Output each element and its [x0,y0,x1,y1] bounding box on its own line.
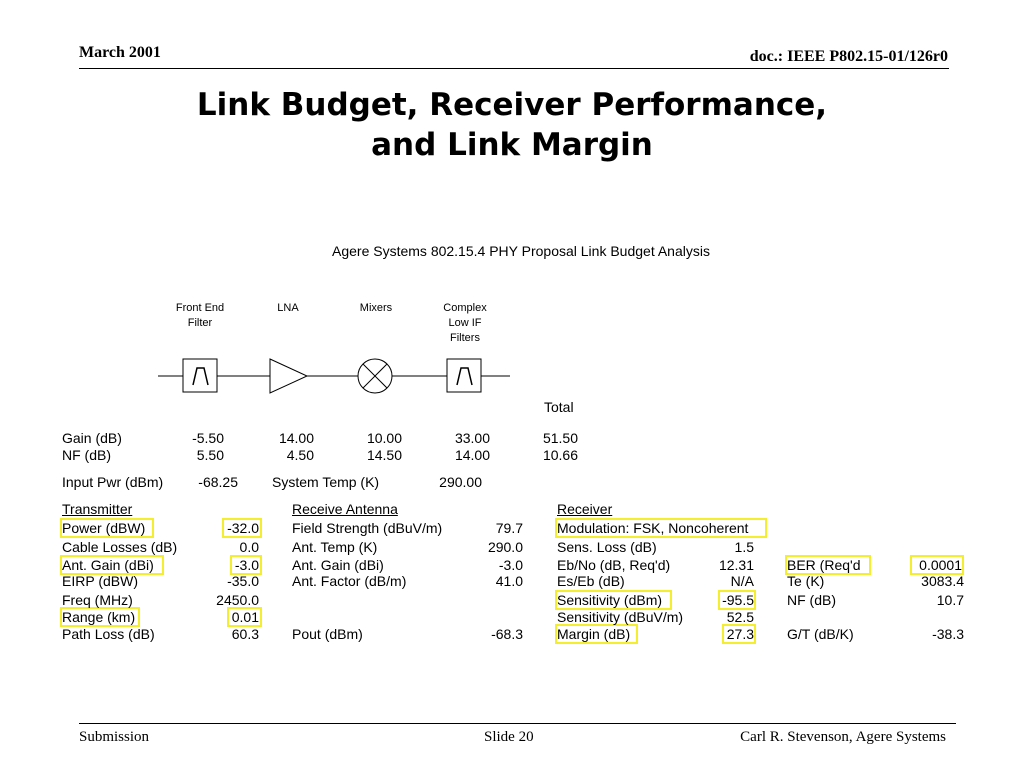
rx-label: Sens. Loss (dB) [557,539,657,555]
gain-lna: 14.00 [278,430,314,446]
rx-ant-label: Ant. Gain (dBi) [292,557,384,573]
header-doc-id: doc.: IEEE P802.15-01/126r0 [749,48,948,65]
footer-divider [79,723,956,724]
rx-value: 27.3 [726,626,754,642]
nf-total: 10.66 [542,447,578,463]
tx-label: EIRP (dBW) [62,573,138,589]
input-pwr-value: -68.25 [198,474,238,490]
footer-submission: Submission [79,729,150,745]
tx-label: Cable Losses (dB) [62,539,178,555]
lna-label: LNA [277,302,299,314]
rx-label: Margin (dB) [557,626,631,642]
filters-label-3: Filters [450,332,480,344]
tx-value: 60.3 [231,626,259,642]
rx-value: N/A [730,573,754,589]
system-temp-label: System Temp (K) [272,474,380,490]
modulation-text: Modulation: FSK, Noncoherent [557,520,749,536]
rx-right-label: Te (K) [787,573,825,589]
rx-right-value: 10.7 [936,592,964,608]
front-end-filter-icon [183,359,217,392]
front-end-label-2: Filter [187,317,213,329]
rx-value: 12.31 [718,557,754,573]
rx-label: Sensitivity (dBuV/m) [557,609,684,625]
rx-right-value: 0.0001 [919,557,962,573]
rx-right-label: G/T (dB/K) [787,626,854,642]
tx-value: -32.0 [227,520,259,536]
receiver-heading: Receiver [557,501,613,517]
rx-ant-value: -3.0 [498,557,523,573]
filters-label-2: Low IF [448,317,482,329]
tx-label: Path Loss (dB) [62,626,155,642]
figure-title: Agere Systems 802.15.4 PHY Proposal Link Budget Analysis [332,243,710,259]
rx-ant-label: Field Strength (dBuV/m) [292,520,443,536]
tx-value: -35.0 [227,573,259,589]
tx-value: 0.01 [231,609,259,625]
tx-value: 2450.0 [216,592,259,608]
rx-ant-value: 79.7 [495,520,523,536]
rx-right-value: 3083.4 [921,573,964,589]
rx-label: Eb/No (dB, Req'd) [557,557,671,573]
nf-filters: 14.00 [454,447,490,463]
rx-value: -95.5 [722,592,754,608]
mixer-icon [358,359,392,393]
pout-label: Pout (dBm) [292,626,363,642]
rx-right-label: BER (Req'd [787,557,861,573]
gain-total: 51.50 [542,430,578,446]
nf-label: NF (dB) [62,447,111,463]
transmitter-heading: Transmitter [62,501,133,517]
rx-value: 52.5 [726,609,754,625]
rx-ant-value: 41.0 [495,573,523,589]
total-label: Total [544,399,574,415]
lna-amplifier-icon [270,359,307,393]
slide-title-line2: and Link Margin [371,127,653,163]
header-date: March 2001 [79,44,161,61]
receive-antenna-heading: Receive Antenna [292,501,398,517]
nf-front-end: 5.50 [196,447,224,463]
footer-slide-number: Slide 20 [484,729,534,745]
nf-mixers: 14.50 [366,447,402,463]
rx-label: Es/Eb (dB) [557,573,625,589]
slide-title-line1: Link Budget, Receiver Performance, [196,87,828,123]
rx-right-label: NF (dB) [787,592,836,608]
system-temp-value: 290.00 [439,474,482,490]
tx-label: Range (km) [62,609,136,625]
input-pwr-label: Input Pwr (dBm) [62,474,164,490]
rx-ant-label: Ant. Factor (dB/m) [292,573,407,589]
pout-value: -68.3 [491,626,523,642]
header-divider [79,68,949,69]
rx-right-value: -38.3 [932,626,964,642]
tx-label: Power (dBW) [62,520,146,536]
front-end-label-1: Front End [175,302,225,314]
gain-front-end: -5.50 [192,430,224,446]
complex-if-filter-icon [447,359,481,392]
rx-ant-label: Ant. Temp (K) [292,539,378,555]
gain-label: Gain (dB) [62,430,122,446]
tx-label: Freq (MHz) [62,592,133,608]
receiver-block-diagram [150,350,520,402]
filters-label-1: Complex [443,302,487,314]
rx-label: Sensitivity (dBm) [557,592,663,608]
mixers-label: Mixers [359,302,393,314]
gain-mixers: 10.00 [366,430,402,446]
tx-label: Ant. Gain (dBi) [62,557,154,573]
rx-ant-value: 290.0 [487,539,523,555]
gain-filters: 33.00 [454,430,490,446]
tx-value: -3.0 [234,557,259,573]
nf-lna: 4.50 [286,447,314,463]
tx-value: 0.0 [239,539,259,555]
rx-value: 1.5 [734,539,754,555]
footer-author: Carl R. Stevenson, Agere Systems [740,729,946,745]
